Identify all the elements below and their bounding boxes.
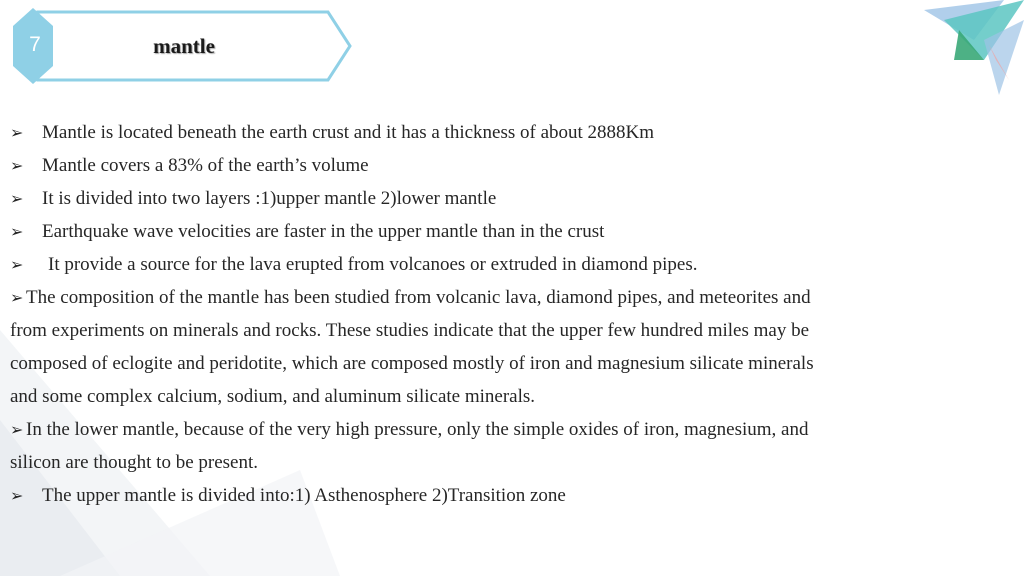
- paragraph-line: from experiments on minerals and rocks. These studies indicate that the upper few hundred miles may be: [10, 320, 810, 341]
- bullet-item: [10, 149, 970, 182]
- slide-number: 7: [29, 33, 41, 56]
- bullet-text: Mantle is located beneath the earth crust and it has a thickness of about 2888Km: [42, 122, 655, 143]
- bullet-item: [10, 248, 970, 281]
- paragraph-line: composed of eclogite and peridotite, which are composed mostly of iron and magnesium silicate minerals: [10, 353, 814, 374]
- paragraph-line: [10, 413, 970, 446]
- arrow-bullet-icon: ➢: [10, 255, 24, 274]
- arrow-bullet-icon: ➢: [10, 288, 24, 307]
- arrow-bullet-icon: ➢: [10, 189, 24, 208]
- bullet-text: It is divided into two layers :1)upper mantle 2)lower mantle: [42, 188, 497, 209]
- arrow-bullet-icon: ➢: [10, 486, 24, 505]
- slide-title: mantle: [153, 34, 215, 58]
- bullet-item: [10, 479, 970, 512]
- bullet-item: [10, 182, 970, 215]
- composition-paragraph: [10, 281, 970, 413]
- paragraph-line: [10, 281, 970, 314]
- bullet-item: [10, 215, 970, 248]
- slide-content: [10, 116, 970, 512]
- corner-decoration: [914, 0, 1024, 100]
- bullet-item: [10, 116, 970, 149]
- paragraph-line: and some complex calcium, sodium, and aluminum silicate minerals.: [10, 386, 536, 407]
- bullet-text: The upper mantle is divided into:1) Asthenosphere 2)Transition zone: [42, 485, 566, 506]
- paragraph-line: silicon are thought to be present.: [10, 452, 258, 473]
- paragraph-text: In the lower mantle, because of the very high pressure, only the simple oxides of iron, magnesium, and: [26, 419, 809, 440]
- arrow-bullet-icon: ➢: [10, 420, 24, 439]
- bullet-text: Earthquake wave velocities are faster in the upper mantle than in the crust: [42, 221, 605, 242]
- arrow-bullet-icon: ➢: [10, 123, 24, 142]
- arrow-bullet-icon: ➢: [10, 156, 24, 175]
- bullet-text: Mantle covers a 83% of the earth’s volume: [42, 155, 369, 176]
- paragraph-text: The composition of the mantle has been studied from volcanic lava, diamond pipes, and meteorites and: [26, 287, 811, 308]
- arrow-bullet-icon: ➢: [10, 222, 24, 241]
- bullet-text: It provide a source for the lava erupted from volcanoes or extruded in diamond pipes.: [48, 254, 698, 275]
- lower-mantle-paragraph: [10, 413, 970, 479]
